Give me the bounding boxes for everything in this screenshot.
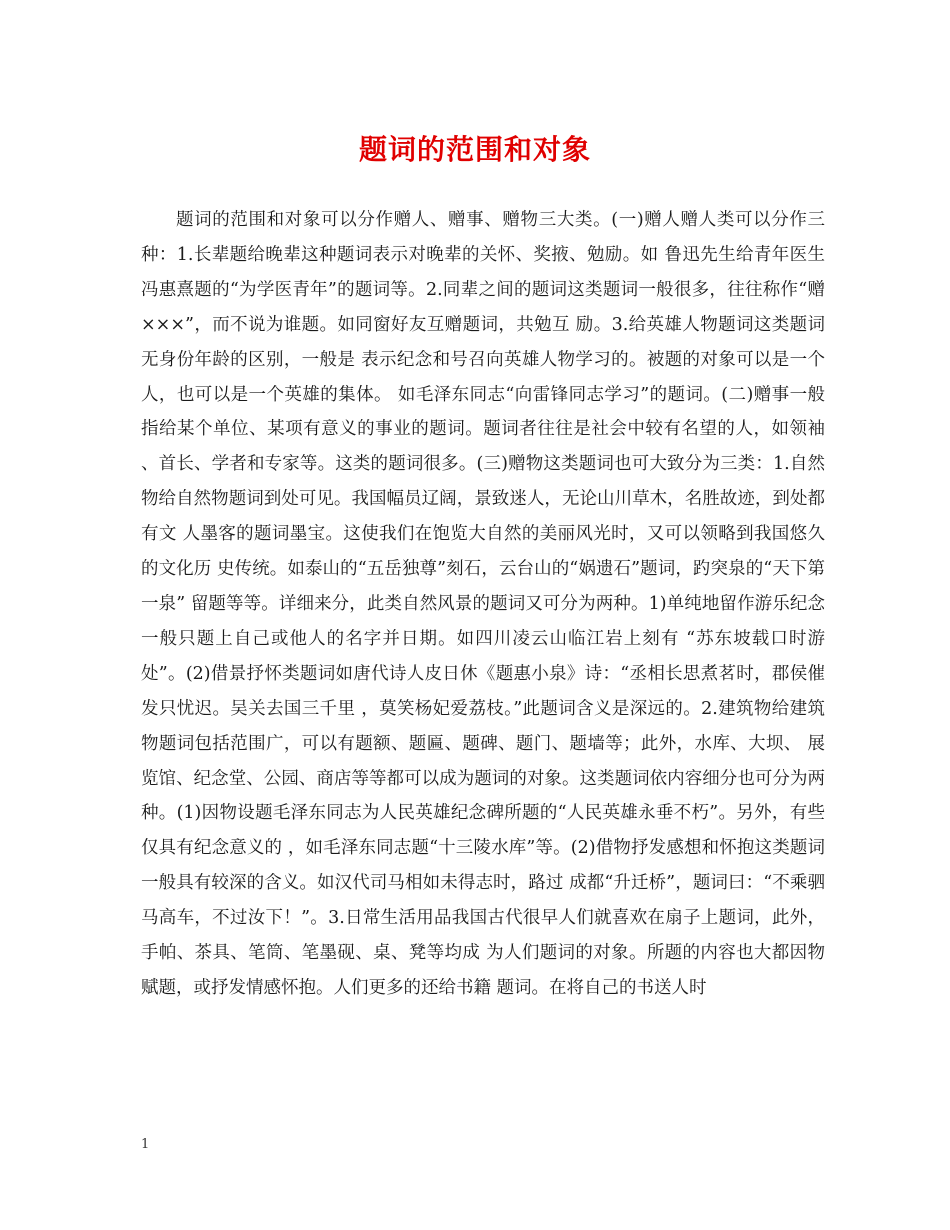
body-paragraph: 题词的范围和对象可以分作赠人、赠事、赠物三大类。(一)赠人赠人类可以分作三种：1.长辈题给晚辈这种题词表示对晚辈的关怀、奖掖、勉励。如 鲁迅先生给青年医生冯惠熹题的“为学医青年”的题词等。2.同辈之间的题词这类题词一般很多，往往称作“赠×××”，而不说为谁题。如同窗好友互赠题词，共勉互 励。3.给英雄人物题词这类题词无身份年龄的区别，一般是 表示纪念和号召向英雄人物学习的。被题的对象可以是一个人，也可以是一个英雄的集体。 如毛泽东同志“向雷锋同志学习”的题词。(二)赠事一般指给某个单位、某项有意义的事业的题词。题词者往往是社会中较有名望的人，如领袖 、首长、学者和专家等。这类的题词很多。(三)赠物这类题词也可大致分为三类：1.自然物给自然物题词到处可见。我国幅员辽阔，景致迷人，无论山川草木，名胜故迹，到处都有文 人墨客的题词墨宝。这使我们在饱览大自然的美丽风光时，又可以领略到我国悠久的文化历 史传统。如泰山的“五岳独尊”刻石，云台山的“娲遗石”题词，趵突泉的“天下第一泉” 留题等等。详细来分，此类自然风景的题词又可分为两种。1)单纯地留作游乐纪念一般只题上自己或他人的名字并日期。如四川凌云山临江岩上刻有 “苏东坡载口时游处”。(2)借景抒怀类题词如唐代诗人皮日休《题惠小泉》诗：“丞相长思煮茗时，郡侯催发只忧迟。吴关去国三千里 ，莫笑杨妃爱荔枝。”此题词含义是深远的。2.建筑物给建筑物题词包括范围广，可以有题额、题匾、题碑、题门、题墙等；此外，水库、大坝、 展览馆、纪念堂、公园、商店等等都可以成为题词的对象。这类题词依内容细分也可分为两 种。(1)因物设题毛泽东同志为人民英雄纪念碑所题的“人民英雄永垂不朽”。另外，有些仅具有纪念意义的 ，如毛泽东同志题“十三陵水库”等。(2)借物抒发感想和怀抱这类题词一般具有较深的含义。如汉代司马相如未得志时，路过 成都“升迁桥”，题词曰：“不乘驷马高车，不过汝下！”。3.日常生活用品我国古代很早人们就喜欢在扇子上题词，此外，手帕、茶具、笔筒、笔墨砚、桌、凳等均成 为人们题词的对象。所题的内容也大都因物赋题，或抒发情感怀抱。人们更多的还给书籍 题词。在将自己的书送人时: [141, 210, 825, 998]
document-title: 题词的范围和对象: [358, 133, 591, 166]
page-number: 1: [141, 1137, 150, 1152]
